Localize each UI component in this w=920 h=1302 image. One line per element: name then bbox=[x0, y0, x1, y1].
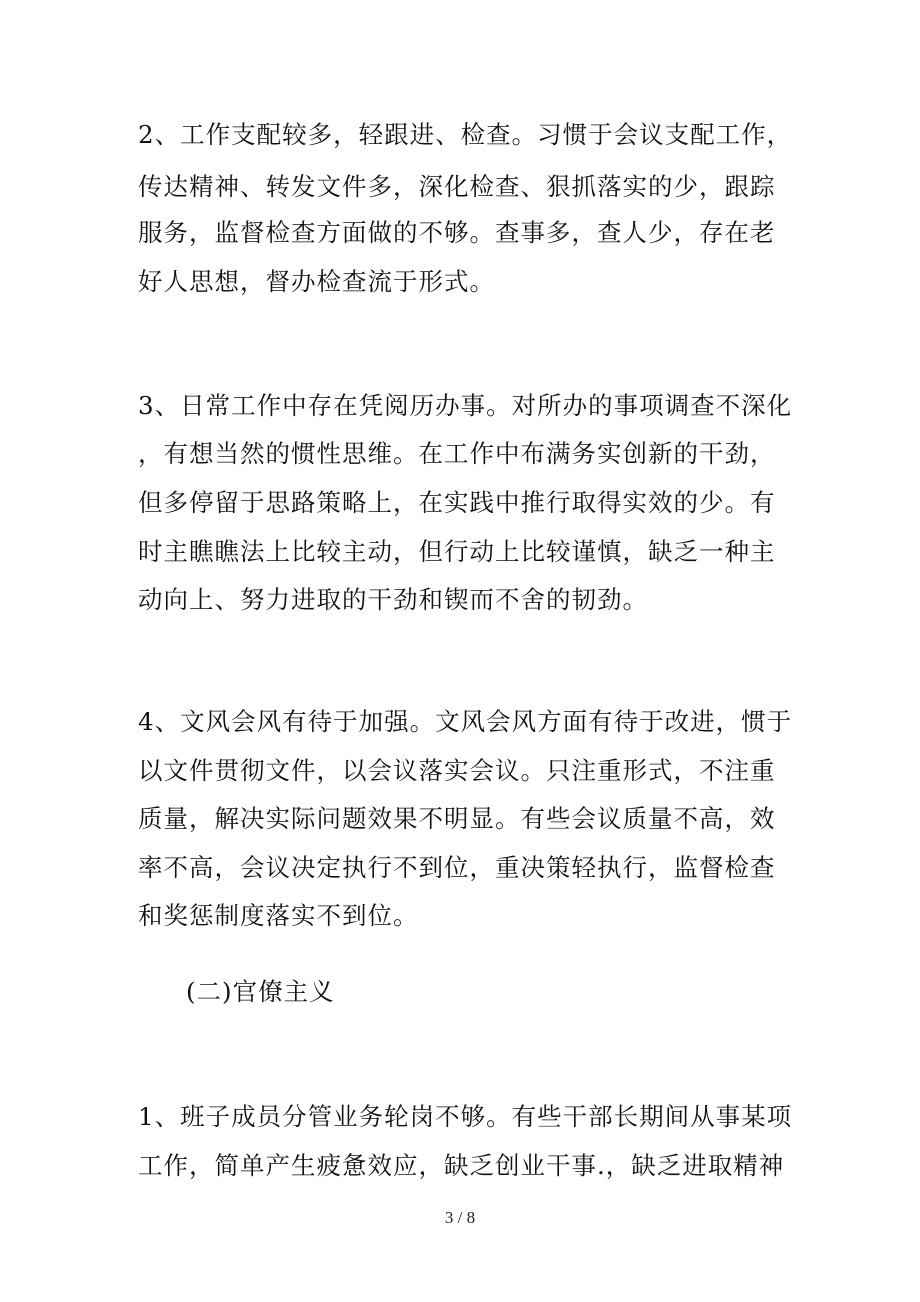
text-line: 和奖惩制度落实不到位。 bbox=[138, 901, 419, 930]
page-number: 3 / 8 bbox=[444, 1208, 476, 1227]
text-line: 2、工作支配较多，轻跟进、检查。习惯于会议支配工作， bbox=[138, 120, 793, 149]
text-line: 服务，监督检查方面做的不够。查事多，查人少，存在老 bbox=[138, 218, 776, 247]
text-line: 但多停留于思路策略上，在实践中推行取得实效的少。有 bbox=[138, 488, 776, 517]
section-heading: (二)官僚主义 bbox=[186, 977, 335, 1006]
text-line: ，有想当然的惯性思维。在工作中布满务实创新的干劲， bbox=[138, 439, 776, 468]
text-line: 传达精神、转发文件多，深化检查、狠抓落实的少，跟踪 bbox=[138, 172, 776, 201]
text-line: 以文件贯彻文件，以会议落实会议。只注重形式，不注重 bbox=[138, 756, 776, 785]
text-line: 率不高，会议决定执行不到位，重决策轻执行，监督检查 bbox=[138, 853, 776, 882]
text-line: 动向上、努力进取的干劲和锲而不舍的韧劲。 bbox=[138, 585, 648, 614]
text-line: 工作，简单产生疲惫效应，缺乏创业干事.，缺乏进取精神 bbox=[138, 1151, 785, 1180]
text-line: 质量，解决实际问题效果不明显。有些会议质量不高，效 bbox=[138, 804, 776, 833]
text-line: 时主瞧瞧法上比较主动，但行动上比较谨慎，缺乏一种主 bbox=[138, 537, 776, 566]
text-line: 3、日常工作中存在凭阅历办事。对所办的事项调查不深化 bbox=[138, 391, 793, 420]
text-line: 好人思想，督办检查流于形式。 bbox=[138, 267, 495, 296]
text-line: 4、文风会风有待于加强。文风会风方面有待于改进，惯于 bbox=[138, 707, 793, 736]
text-line: 1、班子成员分管业务轮岗不够。有些干部长期间从事某项 bbox=[138, 1102, 793, 1131]
